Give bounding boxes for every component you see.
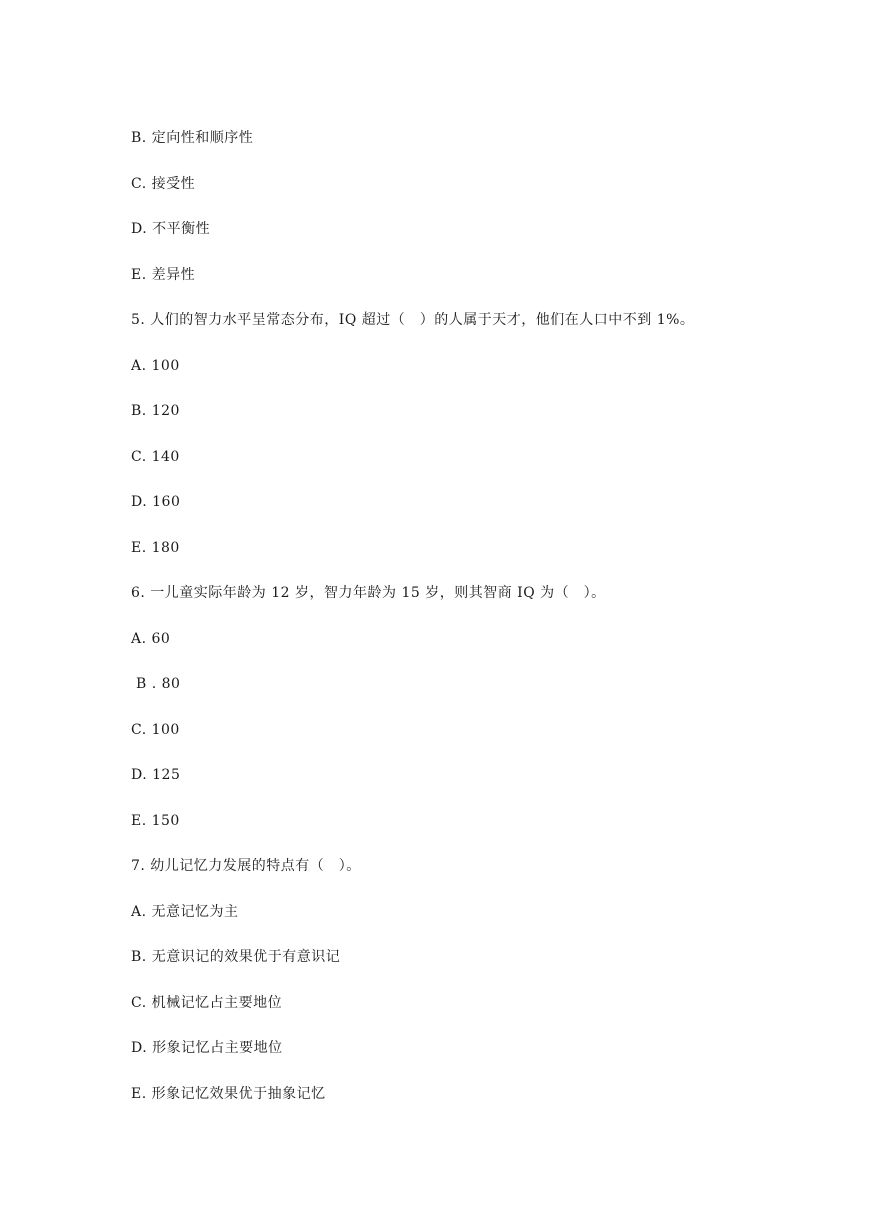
option-7b: B. 无意识记的效果优于有意识记 [131, 949, 341, 965]
option-6c: C. 100 [131, 722, 180, 738]
question-7: 7. 幼儿记忆力发展的特点有（ ）。 [131, 858, 361, 874]
option-6a: A. 60 [131, 631, 171, 647]
option-4c: C. 接受性 [131, 176, 196, 192]
option-7c: C. 机械记忆占主要地位 [131, 995, 283, 1011]
option-4b: B. 定向性和顺序性 [131, 130, 254, 146]
question-5: 5. 人们的智力水平呈常态分布，IQ 超过（ ）的人属于天才，他们在人口中不到 1%。 [131, 312, 695, 328]
option-7a: A. 无意记忆为主 [131, 904, 239, 920]
option-6b: B . 80 [131, 676, 181, 692]
option-5d: D. 160 [131, 494, 181, 510]
option-4d: D. 不平衡性 [131, 221, 211, 237]
option-5c: C. 140 [131, 449, 180, 465]
option-7d: D. 形象记忆占主要地位 [131, 1040, 283, 1056]
question-6: 6. 一儿童实际年龄为 12 岁，智力年龄为 15 岁，则其智商 IQ 为（ ）。 [131, 585, 606, 601]
option-7e: E. 形象记忆效果优于抽象记忆 [131, 1086, 326, 1102]
option-5e: E. 180 [131, 540, 180, 556]
option-5b: B. 120 [131, 403, 180, 419]
option-4e: E. 差异性 [131, 267, 196, 283]
option-6e: E. 150 [131, 813, 180, 829]
option-6d: D. 125 [131, 767, 181, 783]
option-5a: A. 100 [131, 358, 180, 374]
